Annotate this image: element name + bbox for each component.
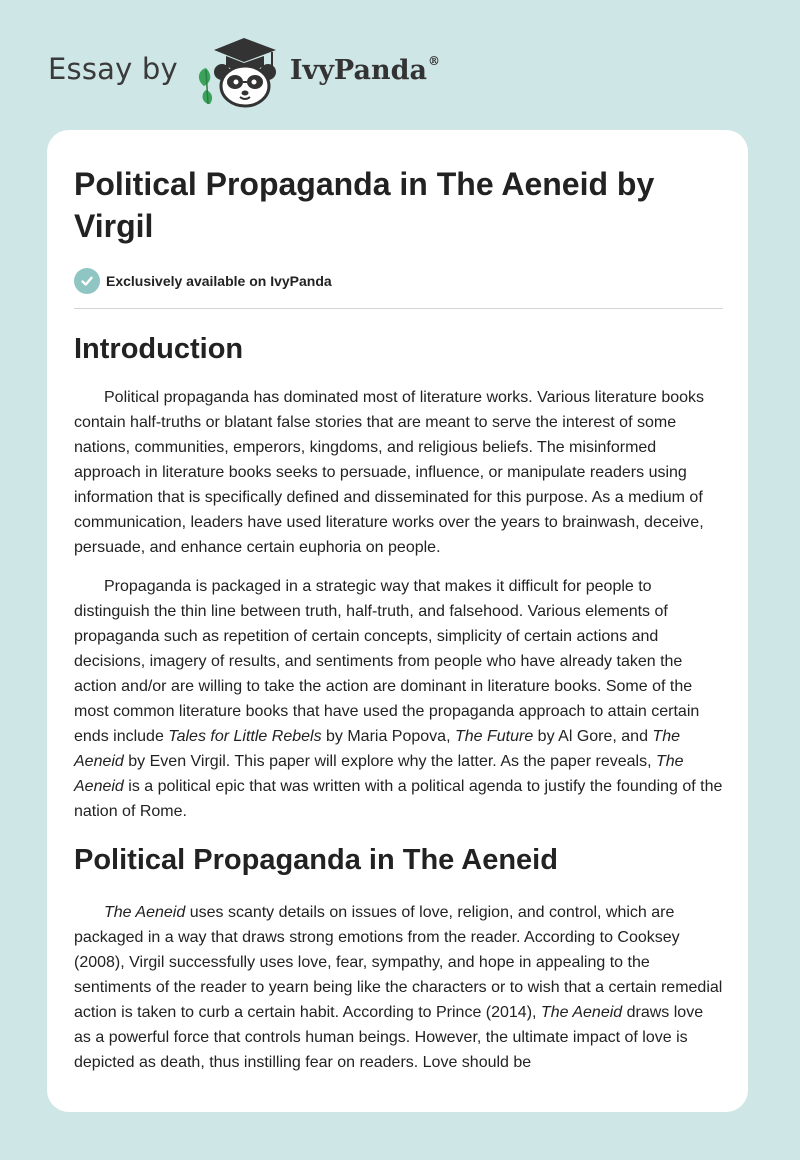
text-run: by Even Virgil. This paper will explore why the latter. As the paper reveals, <box>123 753 656 770</box>
text-run: is a political epic that was written with a political agenda to justify the founding of the nation of Rome. <box>74 778 723 820</box>
text-run: uses scanty details on issues of love, religion, and control, which are packaged in a way that draws strong emotions from the reader. According to Cooksey (2008), Virgil successfully uses love, fear, sympathy, and hope in appealing to the sentiments of the reader to yearn being like the characters or to wish that a certain remedial action is taken to curb a certain habit. According to Prince (2014), <box>74 904 723 1021</box>
section-heading-introduction: Introduction <box>74 333 244 365</box>
brand-name[interactable] <box>290 55 440 86</box>
italic-title: The Future <box>454 728 534 745</box>
essay-content <box>74 163 724 1075</box>
italic-title: The Aeneid <box>104 904 186 921</box>
italic-title: The Aeneid <box>74 728 680 770</box>
check-icon <box>74 268 100 294</box>
italic-title: The Aeneid <box>540 1004 623 1021</box>
paragraph <box>74 900 724 1075</box>
text-run: by Al Gore, and <box>533 728 653 745</box>
paragraph <box>74 385 724 560</box>
paragraph <box>74 574 724 824</box>
essay-by-label: Essay by <box>48 52 178 86</box>
brand-text: IvyPanda <box>289 54 427 86</box>
text-run: Political propaganda has dominated most of literature works. Various literature books contain half-truths or blatant false stories that are meant to serve the interest of some nations, communities, emperors, kingdoms, and religious beliefs. The misinformed approach in literature books seeks to persuade, influence, or manipulate readers using information that is specifically defined and disseminated for this purpose. As a medium of communication, leaders have used literature works over the years to brainwash, deceive, persuade, and enhance certain euphoria on people. <box>74 389 705 556</box>
site-header <box>48 34 440 108</box>
essay-title: Political Propaganda in The Aeneid by Virgil <box>74 166 655 244</box>
divider <box>74 308 723 309</box>
ivypanda-logo-icon[interactable] <box>192 34 288 108</box>
italic-title: Tales for Little Rebels <box>168 728 322 745</box>
exclusive-badge <box>74 267 724 295</box>
exclusive-label: Exclusively available on IvyPanda <box>106 273 332 289</box>
text-run: by Maria Popova, <box>321 728 455 745</box>
text-run: Propaganda is packaged in a strategic way that makes it difficult for people to distinguish the thin line between truth, half-truth, and falsehood. Various elements of propaganda such as repetition of certain concepts, simplicity of certain actions and decisions, imagery of results, and sentiments from people who have already taken the action and/or are willing to take the action are dominant in literature books. Some of the most common literature books that have used the propaganda approach to attain certain ends include <box>74 578 700 745</box>
essay-card <box>47 130 748 1112</box>
italic-title: The Aeneid <box>74 753 684 795</box>
section-heading-political-propaganda: Political Propaganda in The Aeneid <box>74 844 558 876</box>
text-run: draws love as a powerful force that controls human beings. However, the ultimate impact of love is depicted as death, thus instilling fear on readers. Love should be <box>74 1004 704 1071</box>
registered-mark: ® <box>427 53 440 68</box>
